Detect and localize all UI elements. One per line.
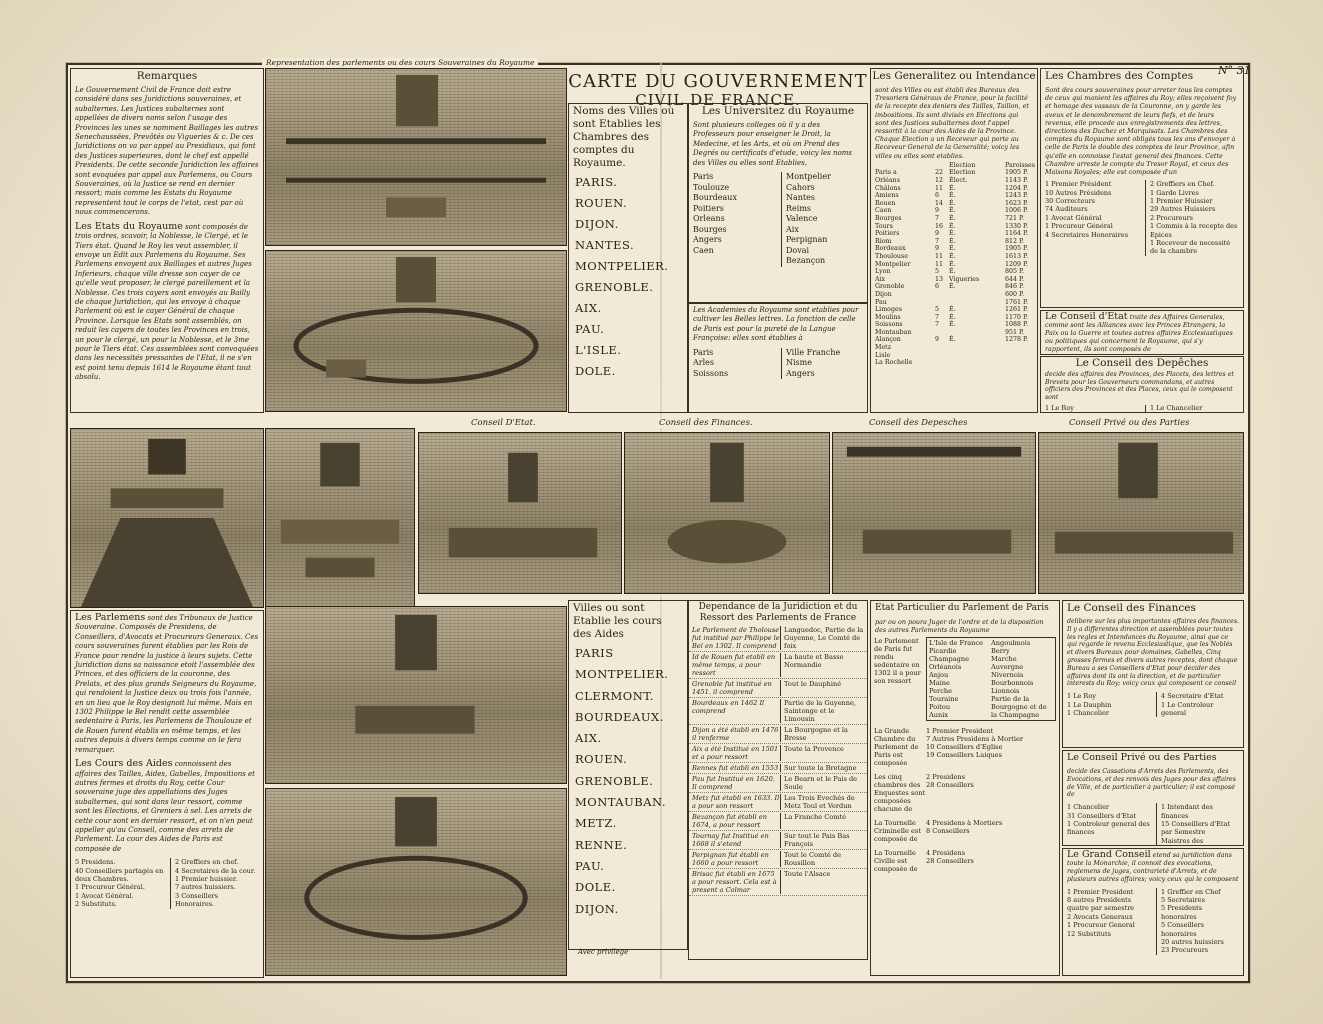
paris-ressort-text: Le Parlement de Paris fut rendu sedentaire en 1302 il a pour son ressort xyxy=(874,637,921,685)
conseil-etat-panel xyxy=(1040,310,1244,355)
map-title-line1: CARTE DU GOUVERNEMENT xyxy=(568,71,868,92)
list-item: Picardie xyxy=(929,647,957,655)
officer-entry: 1 Procureur Général. xyxy=(75,883,145,892)
engraving-cour-des-aides-2 xyxy=(265,788,567,976)
generalite-row: Châlons 11 É. 1204 P. xyxy=(875,184,1028,192)
generalite-row: Moulins 7 É. 1170 P. xyxy=(875,313,1028,321)
list-item: 4 Presidens à Mortiers xyxy=(926,819,1003,827)
universite-city: Paris xyxy=(693,172,714,182)
member-entry: 5 Conseillers honoraires xyxy=(1161,921,1204,938)
member-entry: 23 Procureurs xyxy=(1161,946,1209,955)
etat-particulier-heading: Etat Particulier du Parlement de Paris xyxy=(875,603,1049,613)
generalite-row: Bourges 7 É. 721 P. xyxy=(875,214,1024,222)
chambres-city: PAU. xyxy=(575,322,605,336)
conseil-prive-panel xyxy=(1062,750,1244,846)
universite-city: Cahors xyxy=(786,182,815,192)
aides-city: AIX. xyxy=(575,731,602,746)
officer-entry: 1 Avocat Général. xyxy=(75,891,134,900)
list-item: Champagne xyxy=(929,655,969,663)
universites-right-list xyxy=(781,172,863,267)
list-item: Perche xyxy=(929,687,953,695)
aides-cities-panel xyxy=(568,600,688,950)
list-item: 4 Presidens xyxy=(926,849,966,857)
conseil-etat-lead: Le Conseil d'Etat xyxy=(1045,311,1128,322)
list-item: 7 Autres Presidens à Mortier xyxy=(926,735,1024,743)
officer-entry: 2 Greffiers en Chef. xyxy=(1150,180,1215,189)
list-item: Nivernois xyxy=(991,671,1024,679)
universite-city: Aix xyxy=(786,224,799,234)
dependance-row: Rennes fut établi en 1553 Sur toute la Bretagne xyxy=(689,763,867,774)
academies-panel xyxy=(688,303,868,413)
generalite-row: Lisle xyxy=(875,351,891,359)
universite-city: Reims xyxy=(786,203,812,213)
list-item: 1 Premier President xyxy=(926,727,994,735)
dependance-row: Pau fut Institué en 1620. Il comprend Le Bearn et le Pais de Soule xyxy=(689,774,867,793)
academie-city: Nisme xyxy=(786,358,812,368)
officer-entry: 1 Commis à la recepte des Epices xyxy=(1150,222,1238,239)
aides-city: DIJON. xyxy=(575,901,619,916)
member-entry: 20 autres huissiers xyxy=(1161,938,1224,947)
list-item: Bourbonnois xyxy=(991,679,1034,687)
generalite-row: Montauban 951 P. xyxy=(875,328,1024,336)
generalite-row: Orléans 12 Élect. 1143 P. xyxy=(875,177,1028,185)
member-entry: 4 Secretaire d'Etat xyxy=(1161,692,1224,701)
academies-left-list xyxy=(693,348,775,380)
generalite-row: Dijon 600 P. xyxy=(875,290,1024,298)
generalitez-table xyxy=(871,162,1037,367)
officer-entry: 1 Premier huissier. xyxy=(175,874,238,883)
chambres-cities-panel xyxy=(568,103,688,413)
generalite-row: Soissons 7 É. 1088 P. xyxy=(875,321,1028,329)
universite-city: Toulouze xyxy=(693,182,730,192)
generalite-row: Caen 9 É. 1006 P. xyxy=(875,207,1028,215)
chambres-city: PARIS. xyxy=(575,175,618,189)
engraving-conseil-finances xyxy=(624,432,830,594)
dependance-row: Brisac fut établi en 1675 a pour ressort. Cela est à present a Colmar Toute l'Alsace xyxy=(689,869,867,896)
member-entry: 5 Secretaires xyxy=(1161,896,1205,905)
generalitez-body: sont des Villes ou est établi des Bureaux des Tresoriers Généraux de France, pour la facilité de la recepte des deniers des Tailles, Taillon, et imbositions. Ils sont divisés en Elections qui sont des Justices subalternes dont l'appel ressortit à la cour des Aides de la Province. Chaque Election a un Receveur qui porte au Receveur General de la Generalité; voicy les villes ou elles sont etablies. xyxy=(875,86,1029,160)
chambres-comptes-heading: Les Chambres des Comptes xyxy=(1045,70,1194,82)
member-entry: 15 Conseillers d'Etat par Semestre xyxy=(1161,820,1230,837)
member-entry xyxy=(1150,412,1239,413)
etat-particulier-body: par ou on poura Juger de l'ordre et de la disposition des autres Parlements du Royaume xyxy=(875,618,1044,634)
aides-city: METZ. xyxy=(575,816,617,831)
conseil-finances-heading: Le Conseil des Finances xyxy=(1067,602,1196,614)
generalitez-table-header: Election Paroisses xyxy=(949,161,1035,169)
member-entry: 1 Le Roy xyxy=(1045,404,1074,413)
member-entry: 1 Premier President xyxy=(1067,887,1134,896)
parlemens-body: sont des Tribunaux de Justice Souveraine. Composés de Presidens, de Conseillers, d'Avocats et Procureurs Generaux. Ces cours souveraines furent établies par les Rois de France pour rendre la justice à leurs sujets. Cette Juridiction dans sa naissance etoit l'assemblée des Princes, et des officiers de la couronne, des Prelats, et des plus grands Seigneurs du Royaume, qui rendoient la Justice deux ou trois fois l'année, en un lieu que le Roy designoit lui même. Mais en 1302 Philippe le Bel rendit cette assemblée sedentaire à Paris, les Parlemens de Thoulouze et de Rouen furent établis en même temps, et les autres depuis à divers temps comme on le fera remarquer. xyxy=(75,614,259,754)
officer-entry: 2 Substituts. xyxy=(75,900,117,909)
chambres-city: NANTES. xyxy=(575,238,635,252)
list-item: Partie de la Bourgogne et de la Champagne xyxy=(991,695,1047,719)
member-entry: 8 autres Presidents quatre par semestre xyxy=(1067,896,1135,913)
generalite-row: Poitiers 9 É. 1164 P. xyxy=(875,230,1028,238)
generalite-row: Riom 7 É. 812 P. xyxy=(875,237,1024,245)
list-item: Auvergne xyxy=(991,663,1024,671)
etats-lead: Les Etats du Royaume xyxy=(75,220,183,232)
officer-entry: 30 Correcteurs xyxy=(1045,197,1096,206)
parlemens-lead: Les Parlemens xyxy=(75,612,146,623)
privilege-note: Avec privilege xyxy=(578,948,629,956)
officer-entry: 40 Conseillers partagés en deux Chambres. xyxy=(75,866,164,883)
parlemens-panel xyxy=(70,610,264,978)
engraving-parlement-session-2 xyxy=(265,250,567,412)
aides-cities-heading: Villes ou sont Etablie les cours des Aides xyxy=(573,602,662,640)
grand-conseil-lead: Le Grand Conseil xyxy=(1067,849,1151,860)
universite-city: Bourdeaux xyxy=(693,193,737,203)
officer-entry: 4 Secretaires de la cour. xyxy=(175,866,256,875)
universite-city: Valence xyxy=(786,214,818,224)
dependance-row: Le Parlement de Tholouse fut institué par Philippe le Bel en 1302. Il comprend Languedoc, Partie de la Guyenne, Le Comté de foix xyxy=(689,625,867,652)
cours-aides-body: connoissent des affaires des Tailles, Aides, Gabelles, Impositions et autres fermes et droits du Roy, cette Cour souveraine juge des appellations des Juges subalternes, qui sont dans leur ressort, comme sont les Elections, et Greniers à sel. Les arrets de cette cour sont en dernier ressort, et on n'en peut appeller qu'au Conseil, comme des arrets de Parlement. La cour des Aides de Paris est composée de xyxy=(75,760,255,853)
officer-entry: 4 Secretaires Honoraires xyxy=(1045,230,1129,239)
member-entry: 1 Chancelier xyxy=(1067,803,1110,812)
officer-entry: 2 Greffiers en chef. xyxy=(175,858,239,867)
universites-panel xyxy=(688,103,868,303)
engraving-conseil-prive xyxy=(1038,432,1244,594)
aides-city: BOURDEAUX. xyxy=(575,709,664,724)
chambres-comptes-left-list xyxy=(1045,180,1139,256)
universite-city: Montpelier xyxy=(786,172,831,182)
engraving-conseil-depesches xyxy=(832,432,1036,594)
officer-entry: 1 Premier Huissier xyxy=(1150,197,1213,206)
dependance-row: Perpignan fut établi en 1660 a pour ressort Tout le Comté de Rousillon xyxy=(689,850,867,869)
conseil-prive-body: decide des Cassations d'Arrets des Parlements, des Evocations, et des renvois des Juges pour des affaires de Ville, et de particulier à particulier; il est composé de xyxy=(1067,768,1236,799)
list-item: Berry xyxy=(991,647,1010,655)
academie-city: Soissons xyxy=(693,368,729,378)
grand-chambre-text: La Grande Chambre du Parlement de Paris est composée xyxy=(874,727,919,767)
generalitez-heading: Les Generalitez ou Intendance xyxy=(872,70,1036,82)
aides-city: PAU. xyxy=(575,858,605,873)
officer-entry: 1 Avocat Général xyxy=(1045,213,1102,222)
officer-entry: 74 Auditeurs xyxy=(1045,205,1088,214)
universite-city: Angers xyxy=(693,235,722,245)
conseil-depeches-heading: Le Conseil des Depêches xyxy=(1075,357,1209,369)
list-item: 8 Conseillers xyxy=(926,827,970,835)
member-entry: 1 Le Roy xyxy=(1067,692,1096,701)
criminelle-text: La Tournelle Criminelle est composée de xyxy=(874,819,921,843)
chambres-cities-list xyxy=(569,172,687,382)
officer-entry: 2 Procureurs xyxy=(1150,213,1194,222)
scene-label-conseil-finances: Conseil des Finances. xyxy=(656,418,756,428)
dependance-row: Dijon a été établi en 1476 il renferme La Bourgogne et la Bresse xyxy=(689,725,867,744)
conseil-etat-body: traite des Affaires Generales, comme sont les Alliances avec les Princes Etrangers, la Paix ou la Guerre et toutes autres affaires Ecclesiastiques ou politiques qui concernent le Royaume, qui s'y rapportent, ils sont composés de xyxy=(1045,313,1233,353)
officer-entry: 5 Presidens. xyxy=(75,858,116,867)
academie-city: Angers xyxy=(786,368,815,378)
scene-label-conseil-etat: Conseil D'Etat. xyxy=(468,418,539,428)
officer-entry: 1 Procureur Général xyxy=(1045,222,1113,231)
officer-entry: 1 Receveur de necessité de la chambre xyxy=(1150,239,1231,256)
universite-city: Dovai xyxy=(786,245,810,255)
list-item: 28 Conseillers xyxy=(926,781,974,789)
chambres-city: ROUEN. xyxy=(575,196,628,210)
aides-cities-list xyxy=(569,643,687,920)
chambres-comptes-right-list xyxy=(1145,180,1239,256)
dependance-panel xyxy=(688,600,868,960)
academie-city: Ville Franche xyxy=(786,347,841,357)
dependance-row: Grenoble fut institué en 1451. il comprend Tout le Dauphiné xyxy=(689,679,867,698)
generalite-row: Aix 13 Vigueries 644 P. xyxy=(875,275,1024,283)
aides-city: PARIS xyxy=(575,646,614,660)
chambres-city: AIX. xyxy=(575,301,602,315)
universites-heading: Les Universitez du Royaume xyxy=(701,105,855,117)
list-item: Aunix xyxy=(929,711,949,719)
generalitez-panel xyxy=(870,68,1038,413)
universites-body: Sont plusieurs colleges où il y a des Professeurs pour enseigner le Droit, la Medecine, et les Arts, et où on Prend des Degrés ou certificats d'etude, voicy les noms des Villes ou elles sont Etablies, xyxy=(693,121,852,167)
officer-entry: 1 Premier Président xyxy=(1045,180,1112,189)
member-entry: 31 Conseillers d'Etat xyxy=(1067,811,1136,820)
officer-entry: 3 Conseillers Honoraires. xyxy=(175,891,218,909)
grand-conseil-panel xyxy=(1062,848,1244,976)
member-entry: 1 Procureur General xyxy=(1067,921,1135,930)
aides-city: CLERMONT. xyxy=(575,688,654,703)
member-entry: 2 Avocats Generaux xyxy=(1067,912,1133,921)
list-item: 2 Presidens xyxy=(926,773,966,781)
generalite-row: Montpelier 11 É. 1209 P. xyxy=(875,260,1028,268)
engraving-lit-de-justice xyxy=(265,428,415,608)
remarques-heading: Remarques xyxy=(136,70,198,82)
list-item: Marche xyxy=(991,655,1017,663)
chambres-comptes-body: Sont des cours souveraines pour arreter tous les comptes de ceux qui manient les affaires du Roy; elles reçoivent foy et homage des vassaux de la Couronne, on y garde les aveux et le denombrement de leurs fiefs, et de leurs revenus, elle procede aux enregistrements des lettres, directions des Duchez et Marquisats. Les Chambres des comptes du Royaume sont obligés tous les ans d'envoyer à celle de Paris le double des comptes de leur Province, afin qu'elle en connoisse l'estat general des finances. Cette Chambre arreste le compte du Tresor Royal, et ceux des Maisons Royales; elle est composée d'un xyxy=(1045,86,1237,177)
list-item: L'Isle de France xyxy=(929,639,984,647)
engraving-etats-generaux xyxy=(70,428,264,608)
grand-conseil-body: etend sa juridiction dans toute la Monarchie, il connoit des evocations, reglemens de juges, contrarieté d'Arrets, et de plusieurs autres affaires; voicy ceux qui le composent xyxy=(1067,852,1239,883)
dependance-row: Bezançon fut établi en 1674, a pour ressort La Franche Comté xyxy=(689,812,867,831)
conseil-prive-heading: Le Conseil Privé ou des Parties xyxy=(1067,752,1217,763)
engraving-parlement-session-1 xyxy=(265,68,567,246)
member-entry: 1 Le Chancelier xyxy=(1150,404,1203,413)
generalite-row: Grenoble 6 É. 846 P. xyxy=(875,283,1024,291)
member-entry: 1 Controleur general des finances xyxy=(1067,820,1150,837)
chambres-city: L'ISLE. xyxy=(575,343,622,357)
member-entry xyxy=(1045,412,1139,413)
generalite-row: Tours 16 É. 1330 P. xyxy=(875,222,1028,230)
universite-city: Orleans xyxy=(693,214,725,224)
member-entry: 5 Presidents honoraires xyxy=(1161,904,1203,921)
generalite-row: Alançon 9 É. 1278 P. xyxy=(875,336,1028,344)
dependance-heading: Dependance de la Juridiction et du Ressort des Parlements de France xyxy=(698,602,858,623)
dependance-row: Bourdeaux en 1462 Il comprend Partie de la Guyenne, Saintonge et le Limousin xyxy=(689,698,867,725)
conseil-finances-body: delibere sur les plus importantes affaires des finances. Il y a differentes direction et assemblées pour toutes les regles et Intendances du Royaume, ainsi que ce qui regarde le revenu Ecclesiastique, que les Noblés et divers Bureaux pour domaines, Gabelles, Cinq grosses fermes et divers autres receptes, dont chaque Bureau a ses Conseillers d'Etat pour decider des affaires dont ils ont la direction, et de particulier interests du Roy; voicy ceux qui composent ce conseil xyxy=(1067,618,1239,688)
remarques-panel xyxy=(70,68,264,413)
chambres-city: MONTPELIER. xyxy=(575,259,669,273)
etat-particulier-panel xyxy=(870,600,1060,976)
list-item: Anjou xyxy=(929,671,949,679)
list-item: Orléanois xyxy=(929,663,962,671)
generalite-row: Rouen 14 É. 1623 P. xyxy=(875,199,1028,207)
universites-left-list xyxy=(693,172,775,267)
generalite-row: Bordeaux 9 É. 1905 P. xyxy=(875,245,1028,253)
universite-city: Bourges xyxy=(693,224,727,234)
academie-city: Paris xyxy=(693,347,714,357)
member-entry: 12 Substituts xyxy=(1067,929,1111,938)
chambres-comptes-panel xyxy=(1040,68,1244,308)
map-title-line2: CIVIL DE FRANCE. xyxy=(635,91,801,109)
member-entry: 1 Le Dauphin xyxy=(1067,700,1112,709)
aides-city: MONTAUBAN. xyxy=(575,795,667,810)
academie-city: Arles xyxy=(693,358,714,368)
conseil-depeches-panel xyxy=(1040,356,1244,413)
academies-body: Les Academies du Royaume sont etablies pour cultiver les Belles lettres. La fonction de celle de Paris est pour la pureté de la Langue Françoise: elles sont établies à xyxy=(693,306,859,343)
generalite-row: Amiens 6 É. 1243 P. xyxy=(875,192,1028,200)
list-item: 19 Conseillers Laiques xyxy=(926,751,1003,759)
dependance-rows xyxy=(689,625,867,896)
list-item: Lionnois xyxy=(991,687,1020,695)
engraving-cour-des-aides-1 xyxy=(265,606,567,784)
list-item: Poitou xyxy=(929,703,951,711)
aides-city: RENNE. xyxy=(575,837,628,852)
remarques-body: Le Gouvernement Civil de France doit estre considéré dans ses Juridictions souveraines, et subalternes. Les Justices subalternes sont appellées de divers noms selon l'usage des Provinces les unes se nomment Baillages les autres Senechaussées, Prevôtés ou Vigueries & c. De ces Juridictions on va par appel au Presidiaux, qui font des Justices superieures, dont le chef est appellé Presidents. De cette seconde Juridiction les affaires sont evoquées par appel aux Parlemens, ou Cours Souveraines, où la Justice se rend en dernier ressort; mais comme les Estats du Royaume representent tout le corps de l'etat, cest par où nous commencerons. xyxy=(75,86,259,217)
member-entry: 1 Intendant des finances xyxy=(1161,803,1213,820)
cours-aides-lead: Les Cours des Aides xyxy=(75,758,173,770)
top-caption: Representation des parlements ou des cours Souveraines du Royaume xyxy=(262,58,538,67)
aides-city: DOLE. xyxy=(575,880,616,895)
scene-label-conseil-depesches: Conseil des Depesches xyxy=(866,418,970,428)
generalite-row: Metz xyxy=(875,344,892,352)
dependance-row: Metz fut établi en 1633. Il a pour son ressort Les Trois Evechés de Metz Toul et Verdun xyxy=(689,793,867,812)
universite-city: Nantes xyxy=(786,193,815,203)
member-entry: Maistres des xyxy=(1161,836,1204,845)
academies-right-list xyxy=(781,348,863,380)
chambres-city: DIJON. xyxy=(575,217,619,231)
conseil-depeches-body: decide des affaires des Provinces, des Placets, des lettres et Brevets pour les Gouverneurs commandans, et autres officiers des Provinces et des Places, ceux qui le composent sont xyxy=(1045,371,1234,401)
generalite-row: Limoges 5 É. 1261 P. xyxy=(875,306,1028,314)
generalite-row: Lyon 5 É. 805 P. xyxy=(875,268,1024,276)
member-entry: 1 Chancelier xyxy=(1067,708,1110,717)
chambres-cities-heading: Noms des Villes où sont Etablies les Chambres des comptes du Royaume. xyxy=(573,105,675,169)
member-entry: 1 Le Controleur general xyxy=(1161,700,1214,717)
generalite-row: Paris a 22 Election 1905 P. xyxy=(875,169,1028,177)
paris-ressort-provinces xyxy=(926,637,1056,721)
dependance-row: Aix a été Institué en 1501 et a pour ressort Toute la Provence xyxy=(689,744,867,763)
universite-city: Poitiers xyxy=(693,203,724,213)
list-item: Maine xyxy=(929,679,950,687)
civille-text: La Tournelle Civille est composée de xyxy=(874,849,918,873)
list-item: 28 Conseillers xyxy=(926,857,974,865)
chambres-city: DOLE. xyxy=(575,364,616,378)
etats-body: sont composés de trois ordres, scavoir, la Noblesse, le Clergé, et le Tiers état. Quand le Roy les veut assembler, il envoye un Edit aux Parlemens du Royaume. Ses Parlemens envoyent aux Baillages et autres Juges Inferieurs, chaque ville dresse son cayer de ce qu'elle veut proposer, le clergé pareillement et la Noblesse. Ces trois cayers sont envoyés au Bailly de chaque Juridiction, qui les envoye à chaque Parlement où est le cayer Général de chaque Province. Lorsque les Etats sont assemblés, on reduit les cayers de toutes les Provinces en trois, un pour le clergé, un pour la Noblesse, et le 3me pour le Tiers état. Ces assemblées sont convoquées dans les necessités pressantes de l'Etat, il ne s'en est point tenu depuis 1614 le Royaume étant tout absolu. xyxy=(75,222,259,382)
officer-entry: 10 Autres Présidens xyxy=(1045,188,1112,197)
aides-city: GRENOBLE. xyxy=(575,773,654,788)
generalite-row: La Rochelle xyxy=(875,359,913,367)
aides-city: ROUEN. xyxy=(575,752,628,767)
aides-city: MONTPELIER. xyxy=(575,667,669,682)
plate-number: N° 31 xyxy=(1218,64,1251,77)
officer-entry: 7 autres huissiers. xyxy=(175,883,236,892)
universite-city: Caen xyxy=(693,245,714,255)
list-item: Touraine xyxy=(929,695,959,703)
generalite-row: Thoulouse 11 É. 1613 P. xyxy=(875,252,1028,260)
enquestes-text: Les cinq chambres des Enquestes sont composées chacune de xyxy=(874,773,926,813)
universite-city: Bezançon xyxy=(786,256,826,266)
list-item: 10 Conseillers d'Eglise xyxy=(926,743,1003,751)
chambres-city: GRENOBLE. xyxy=(575,280,654,294)
scene-label-conseil-prive: Conseil Privé ou des Parties xyxy=(1066,418,1193,428)
engraving-conseil-etat xyxy=(418,432,622,594)
generalite-row: Pau 1761 P. xyxy=(875,298,1028,306)
universite-city: Perpignan xyxy=(786,235,828,245)
dependance-row: Id de Rouen fut etabli en même temps, a pour ressort La haute et Basse Normandie xyxy=(689,652,867,679)
conseil-finances-panel xyxy=(1062,600,1244,748)
officer-entry: 1 Garde Livres xyxy=(1150,188,1199,197)
dependance-row: Tournay fut Institué en 1668 il s'etend Sur tout le Pais Bas François xyxy=(689,831,867,850)
member-entry: 1 Greffier en Chef xyxy=(1161,887,1221,896)
list-item: Angoulmois xyxy=(991,639,1031,647)
officer-entry: 29 Autres Huissiers xyxy=(1150,205,1216,214)
